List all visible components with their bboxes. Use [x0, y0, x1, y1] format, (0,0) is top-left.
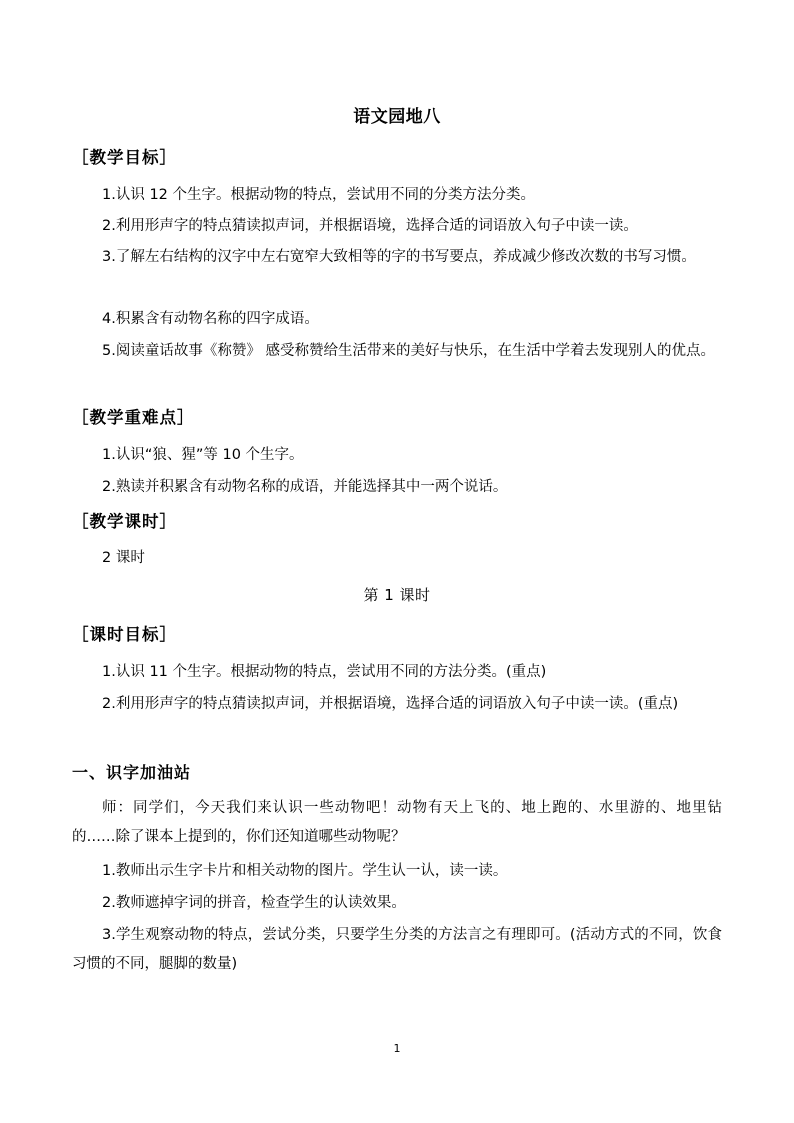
goal-item-2: 2.利用形声字的特点猜读拟声词，并根据语境，选择合适的词语放入句子中读一读。 [102, 218, 638, 234]
part1-item-2: 2.教师遮掉字词的拼音，检查学生的认读效果。 [102, 895, 406, 911]
part-heading-literacy: 一、识字加油站 [72, 763, 192, 782]
key-point-item-2: 2.熟读并积累含有动物名称的成语，并能选择其中一两个说话。 [102, 479, 508, 495]
page-number: 1 [393, 1042, 401, 1055]
section-heading-key-points: ［教学重难点］ [72, 408, 195, 427]
part1-item-1: 1.教师出示生字卡片和相关动物的图片。学生认一认，读一读。 [102, 863, 508, 879]
goal-item-4: 4.积累含有动物名称的四字成语。 [102, 311, 319, 327]
goal-item-1: 1.认识 12 个生字。根据动物的特点，尝试用不同的分类方法分类。 [102, 187, 536, 203]
section-heading-class-hours: ［教学课时］ [72, 512, 177, 531]
document-title: 语文园地八 [353, 107, 441, 127]
lesson-goal-item-2: 2.利用形声字的特点猜读拟声词，并根据语境，选择合适的词语放入句子中读一读。(重点) [102, 696, 679, 712]
class-hours-item: 2 课时 [102, 550, 145, 566]
part1-item-3: 3.学生观察动物的特点，尝试分类，只要学生分类的方法言之有理即可。(活动方式的不同，饮食习惯的不同，腿脚的数量) [72, 927, 722, 972]
lesson-subtitle: 第 1 课时 [363, 586, 431, 604]
goal-item-5: 5.阅读童话故事《称赞》 感受称赞给生活带来的美好与快乐，在生活中学着去发现别人的优点。 [102, 343, 715, 359]
goal-item-3: 3.了解左右结构的汉字中左右宽窄大致相等的字的书写要点，养成减少修改次数的书写习惯。 [102, 249, 696, 265]
lesson-goal-item-1: 1.认识 11 个生字。根据动物的特点，尝试用不同的方法分类。(重点) [102, 664, 547, 680]
part1-item-intro: 师：同学们，今天我们来认识一些动物吧！动物有天上飞的、地上跑的、水里游的、地里钻的……除了课本上提到的，你们还知道哪些动物呢？ [72, 800, 722, 845]
key-point-item-1: 1.认识“狼、猩”等 10 个生字。 [102, 447, 304, 463]
section-heading-lesson-goals: ［课时目标］ [72, 625, 177, 644]
section-heading-teaching-goals: ［教学目标］ [72, 148, 177, 167]
